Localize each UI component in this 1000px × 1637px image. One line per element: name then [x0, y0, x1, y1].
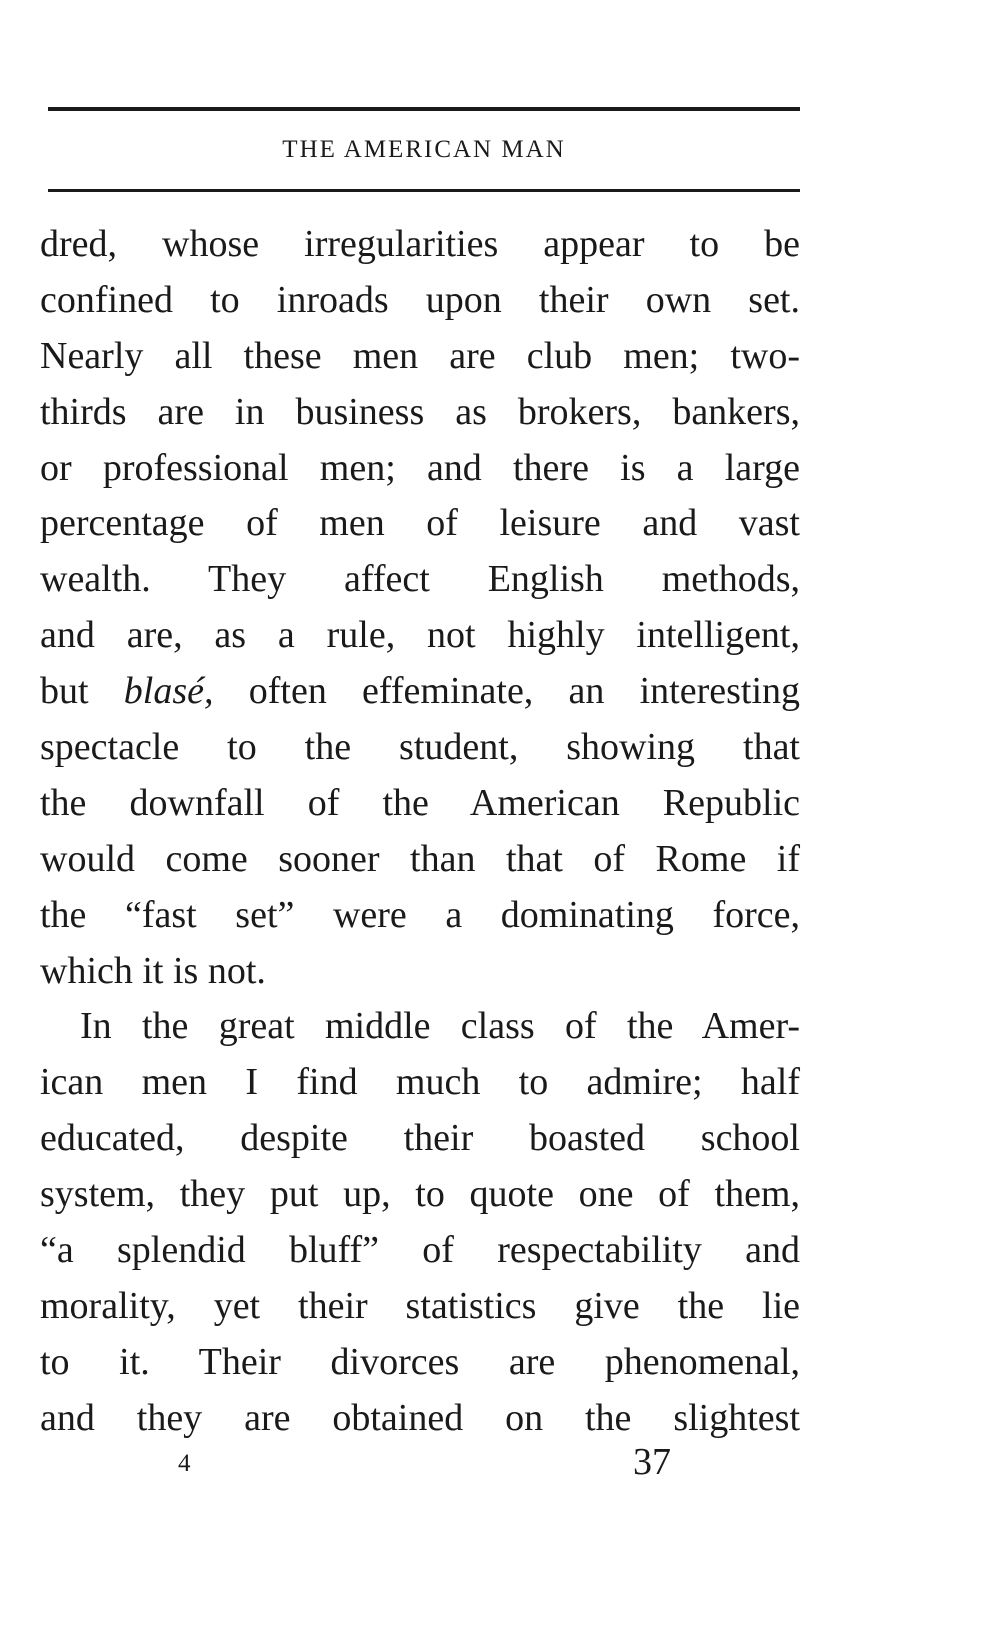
text-line: ican men I find much to admire; half	[40, 1061, 800, 1104]
header-rule-top	[48, 107, 800, 111]
text-line: and they are obtained on the slightest	[40, 1396, 800, 1439]
running-head: THE AMERICAN MAN	[282, 136, 566, 163]
text-line: percentage of men of leisure and vast	[40, 502, 800, 545]
text-line: dred, whose irregularities appear to be	[40, 223, 800, 265]
text-line: the “fast set” were a dominating force,	[40, 893, 800, 936]
text-line: morality, yet their statistics give the lie	[40, 1284, 800, 1327]
paragraph-2	[40, 999, 800, 1446]
text-line: would come sooner than that of Rome if	[40, 837, 800, 880]
text-line: wealth. They affect English methods,	[40, 558, 800, 601]
text-line: educated, despite their boasted school	[40, 1117, 800, 1160]
text-line: and are, as a rule, not highly intelligent,	[40, 614, 800, 657]
text-line: spectacle to the student, showing that	[40, 726, 800, 769]
text-line: or professional men; and there is a large	[40, 446, 800, 489]
signature-mark: 4	[178, 1450, 191, 1477]
page-number: 37	[633, 1441, 671, 1483]
text-line: thirds are in business as brokers, bankers,	[40, 390, 800, 433]
text-line: “a splendid bluff” of respectability and	[40, 1229, 800, 1272]
body-text	[40, 217, 800, 1447]
line-rest: often effeminate, an interesting	[248, 670, 801, 713]
text-line: the downfall of the American Republic	[40, 781, 800, 824]
text-line: Nearly all these men are club men; two-	[40, 334, 800, 377]
italic-word: blasé,	[123, 670, 214, 713]
line-prefix: but	[40, 670, 89, 713]
text-line: to it. Their divorces are phenomenal,	[40, 1340, 800, 1383]
text-line: system, they put up, to quote one of them,	[40, 1173, 800, 1216]
text-line: In the great middle class of the Amer-	[80, 1005, 800, 1048]
header-rule-bottom	[48, 189, 800, 192]
text-line: which it is not.	[40, 949, 266, 992]
text-line-mixed	[40, 664, 800, 720]
paragraph-1	[40, 217, 800, 999]
text-line: confined to inroads upon their own set.	[40, 278, 800, 321]
